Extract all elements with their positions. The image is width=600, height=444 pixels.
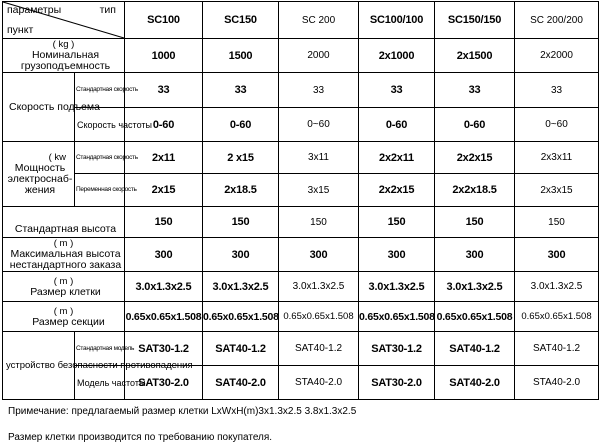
- safety-variable-sublabel: Модель частоты: [75, 366, 125, 400]
- capacity-value: 2000: [279, 39, 359, 73]
- speed-standard-row: [3, 73, 599, 108]
- corner-item-label: пункт: [7, 24, 34, 36]
- section-size-value: 0.65x0.65x1.508: [203, 302, 279, 332]
- spec-table: [2, 1, 599, 400]
- power-standard-row: [3, 142, 599, 174]
- speed-standard-value: 33: [279, 73, 359, 108]
- corner-parameters-label: параметры: [7, 4, 62, 16]
- safety-standard-value: SAT30-1.2: [359, 332, 435, 366]
- cage-size-label-cell: [3, 272, 125, 302]
- cage-size-value: 3.0x1.3x2.5: [279, 272, 359, 302]
- section-size-value: 0.65x0.65x1.508: [125, 302, 203, 332]
- safety-standard-value: SAT40-1.2: [279, 332, 359, 366]
- max-height-unit: ( m ): [53, 238, 74, 249]
- speed-standard-value: 33: [359, 73, 435, 108]
- model-header: SC 200/200: [515, 2, 599, 39]
- corner-type-label: тип: [99, 4, 116, 16]
- power-variable-value: 2x2x15: [359, 174, 435, 207]
- power-standard-sublabel: Стандартная скорость: [75, 142, 125, 174]
- power-variable-value: 2x15: [125, 174, 203, 207]
- section-size-value: 0.65x0.65x1.508: [279, 302, 359, 332]
- speed-standard-value: 33: [435, 73, 515, 108]
- capacity-label: Номинальная грузоподъемность: [20, 49, 111, 72]
- capacity-unit: ( kg ): [52, 39, 75, 50]
- max-height-label-cell: [3, 238, 125, 272]
- speed-standard-value: 33: [203, 73, 279, 108]
- max-height-value: 300: [359, 238, 435, 272]
- std-height-label: Стандартная высота: [3, 207, 125, 238]
- footnote-custom-order: Размер клетки производится по требованию покупателя.: [8, 432, 273, 443]
- speed-variable-value: 0-60: [203, 108, 279, 142]
- speed-standard-sublabel: Стандартная скорость: [75, 73, 125, 108]
- std-height-value: 150: [515, 207, 599, 238]
- capacity-value: 2x2000: [515, 39, 599, 73]
- section-size-row: [3, 302, 599, 332]
- section-size-unit: ( m ): [53, 305, 74, 317]
- max-height-value: 300: [279, 238, 359, 272]
- model-header: SC150/150: [435, 2, 515, 39]
- model-header: SC100/100: [359, 2, 435, 39]
- power-variable-value: 2x2x18.5: [435, 174, 515, 207]
- speed-variable-row: [3, 108, 599, 142]
- cage-size-row: [3, 272, 599, 302]
- speed-variable-value: 0~60: [515, 108, 599, 142]
- max-height-row: [3, 238, 599, 272]
- section-size-label-cell: [3, 302, 125, 332]
- footnote-cage-size: Примечание: предлагаемый размер клетки LxWxH(m)3x1.3x2.5 3.8x1.3x2.5: [8, 406, 357, 417]
- safety-standard-value: SAT30-1.2: [125, 332, 203, 366]
- capacity-value: 2x1500: [435, 39, 515, 73]
- std-height-value: 150: [435, 207, 515, 238]
- power-variable-row: [3, 174, 599, 207]
- power-label: Мощность электроснаб- жения: [7, 162, 73, 196]
- power-unit: ( kw: [48, 152, 66, 163]
- speed-standard-value: 33: [125, 73, 203, 108]
- speed-variable-sublabel: Скорость частоты: [75, 108, 125, 142]
- safety-standard-value: SAT40-1.2: [515, 332, 599, 366]
- section-size-value: 0.65x0.65x1.508: [515, 302, 599, 332]
- cage-size-value: 3.0x1.3x2.5: [435, 272, 515, 302]
- speed-variable-value: 0-60: [125, 108, 203, 142]
- safety-variable-value: STA40-2.0: [515, 366, 599, 400]
- capacity-row: [3, 39, 599, 73]
- model-header: SC100: [125, 2, 203, 39]
- model-header: SC 200: [279, 2, 359, 39]
- power-standard-value: 2x3x11: [515, 142, 599, 174]
- capacity-value: 2x1000: [359, 39, 435, 73]
- cage-size-value: 3.0x1.3x2.5: [515, 272, 599, 302]
- power-standard-value: 2x2x15: [435, 142, 515, 174]
- safety-standard-value: SAT40-1.2: [435, 332, 515, 366]
- header-corner-cell: [3, 2, 125, 39]
- power-standard-value: 2x11: [125, 142, 203, 174]
- safety-variable-value: SAT40-2.0: [435, 366, 515, 400]
- power-standard-value: 2 x15: [203, 142, 279, 174]
- cage-size-value: 3.0x1.3x2.5: [203, 272, 279, 302]
- std-height-value: 150: [203, 207, 279, 238]
- std-height-value: 150: [279, 207, 359, 238]
- power-label-cell: [3, 142, 75, 207]
- max-height-value: 300: [435, 238, 515, 272]
- speed-variable-value: 0~60: [279, 108, 359, 142]
- safety-standard-sublabel: Стандартная модель: [75, 332, 125, 366]
- section-size-label: Размер секции: [32, 315, 105, 328]
- std-height-row: [3, 207, 599, 238]
- safety-standard-value: SAT40-1.2: [203, 332, 279, 366]
- std-height-value: 150: [125, 207, 203, 238]
- safety-variable-value: SAT30-2.0: [359, 366, 435, 400]
- capacity-value: 1500: [203, 39, 279, 73]
- cage-size-label: Размер клетки: [30, 285, 101, 298]
- max-height-value: 300: [203, 238, 279, 272]
- power-standard-value: 2x2x11: [359, 142, 435, 174]
- speed-standard-value: 33: [515, 73, 599, 108]
- section-size-value: 0.65x0.65x1.508: [359, 302, 435, 332]
- max-height-value: 300: [515, 238, 599, 272]
- power-standard-value: 3x11: [279, 142, 359, 174]
- safety-variable-value: STA40-2.0: [279, 366, 359, 400]
- speed-label: Скорость подъема: [3, 73, 75, 142]
- safety-label: устройство безопасности противопадения: [3, 332, 75, 400]
- power-variable-sublabel: Переменная скорость: [75, 174, 125, 207]
- cage-size-unit: ( m ): [53, 275, 74, 287]
- section-size-value: 0.65x0.65x1.508: [435, 302, 515, 332]
- cage-size-value: 3.0x1.3x2.5: [359, 272, 435, 302]
- power-variable-value: 2x18.5: [203, 174, 279, 207]
- power-variable-value: 2x3x15: [515, 174, 599, 207]
- speed-variable-value: 0-60: [435, 108, 515, 142]
- capacity-value: 1000: [125, 39, 203, 73]
- safety-variable-row: [3, 366, 599, 400]
- max-height-label: Максимальная высота нестандартного заказа: [9, 248, 122, 271]
- max-height-value: 300: [125, 238, 203, 272]
- speed-variable-value: 0-60: [359, 108, 435, 142]
- header-row: [3, 2, 599, 39]
- safety-variable-value: SAT30-2.0: [125, 366, 203, 400]
- power-variable-value: 3x15: [279, 174, 359, 207]
- model-header: SC150: [203, 2, 279, 39]
- safety-standard-row: [3, 332, 599, 366]
- std-height-value: 150: [359, 207, 435, 238]
- cage-size-value: 3.0x1.3x2.5: [125, 272, 203, 302]
- safety-variable-value: SAT40-2.0: [203, 366, 279, 400]
- capacity-label-cell: [3, 39, 125, 73]
